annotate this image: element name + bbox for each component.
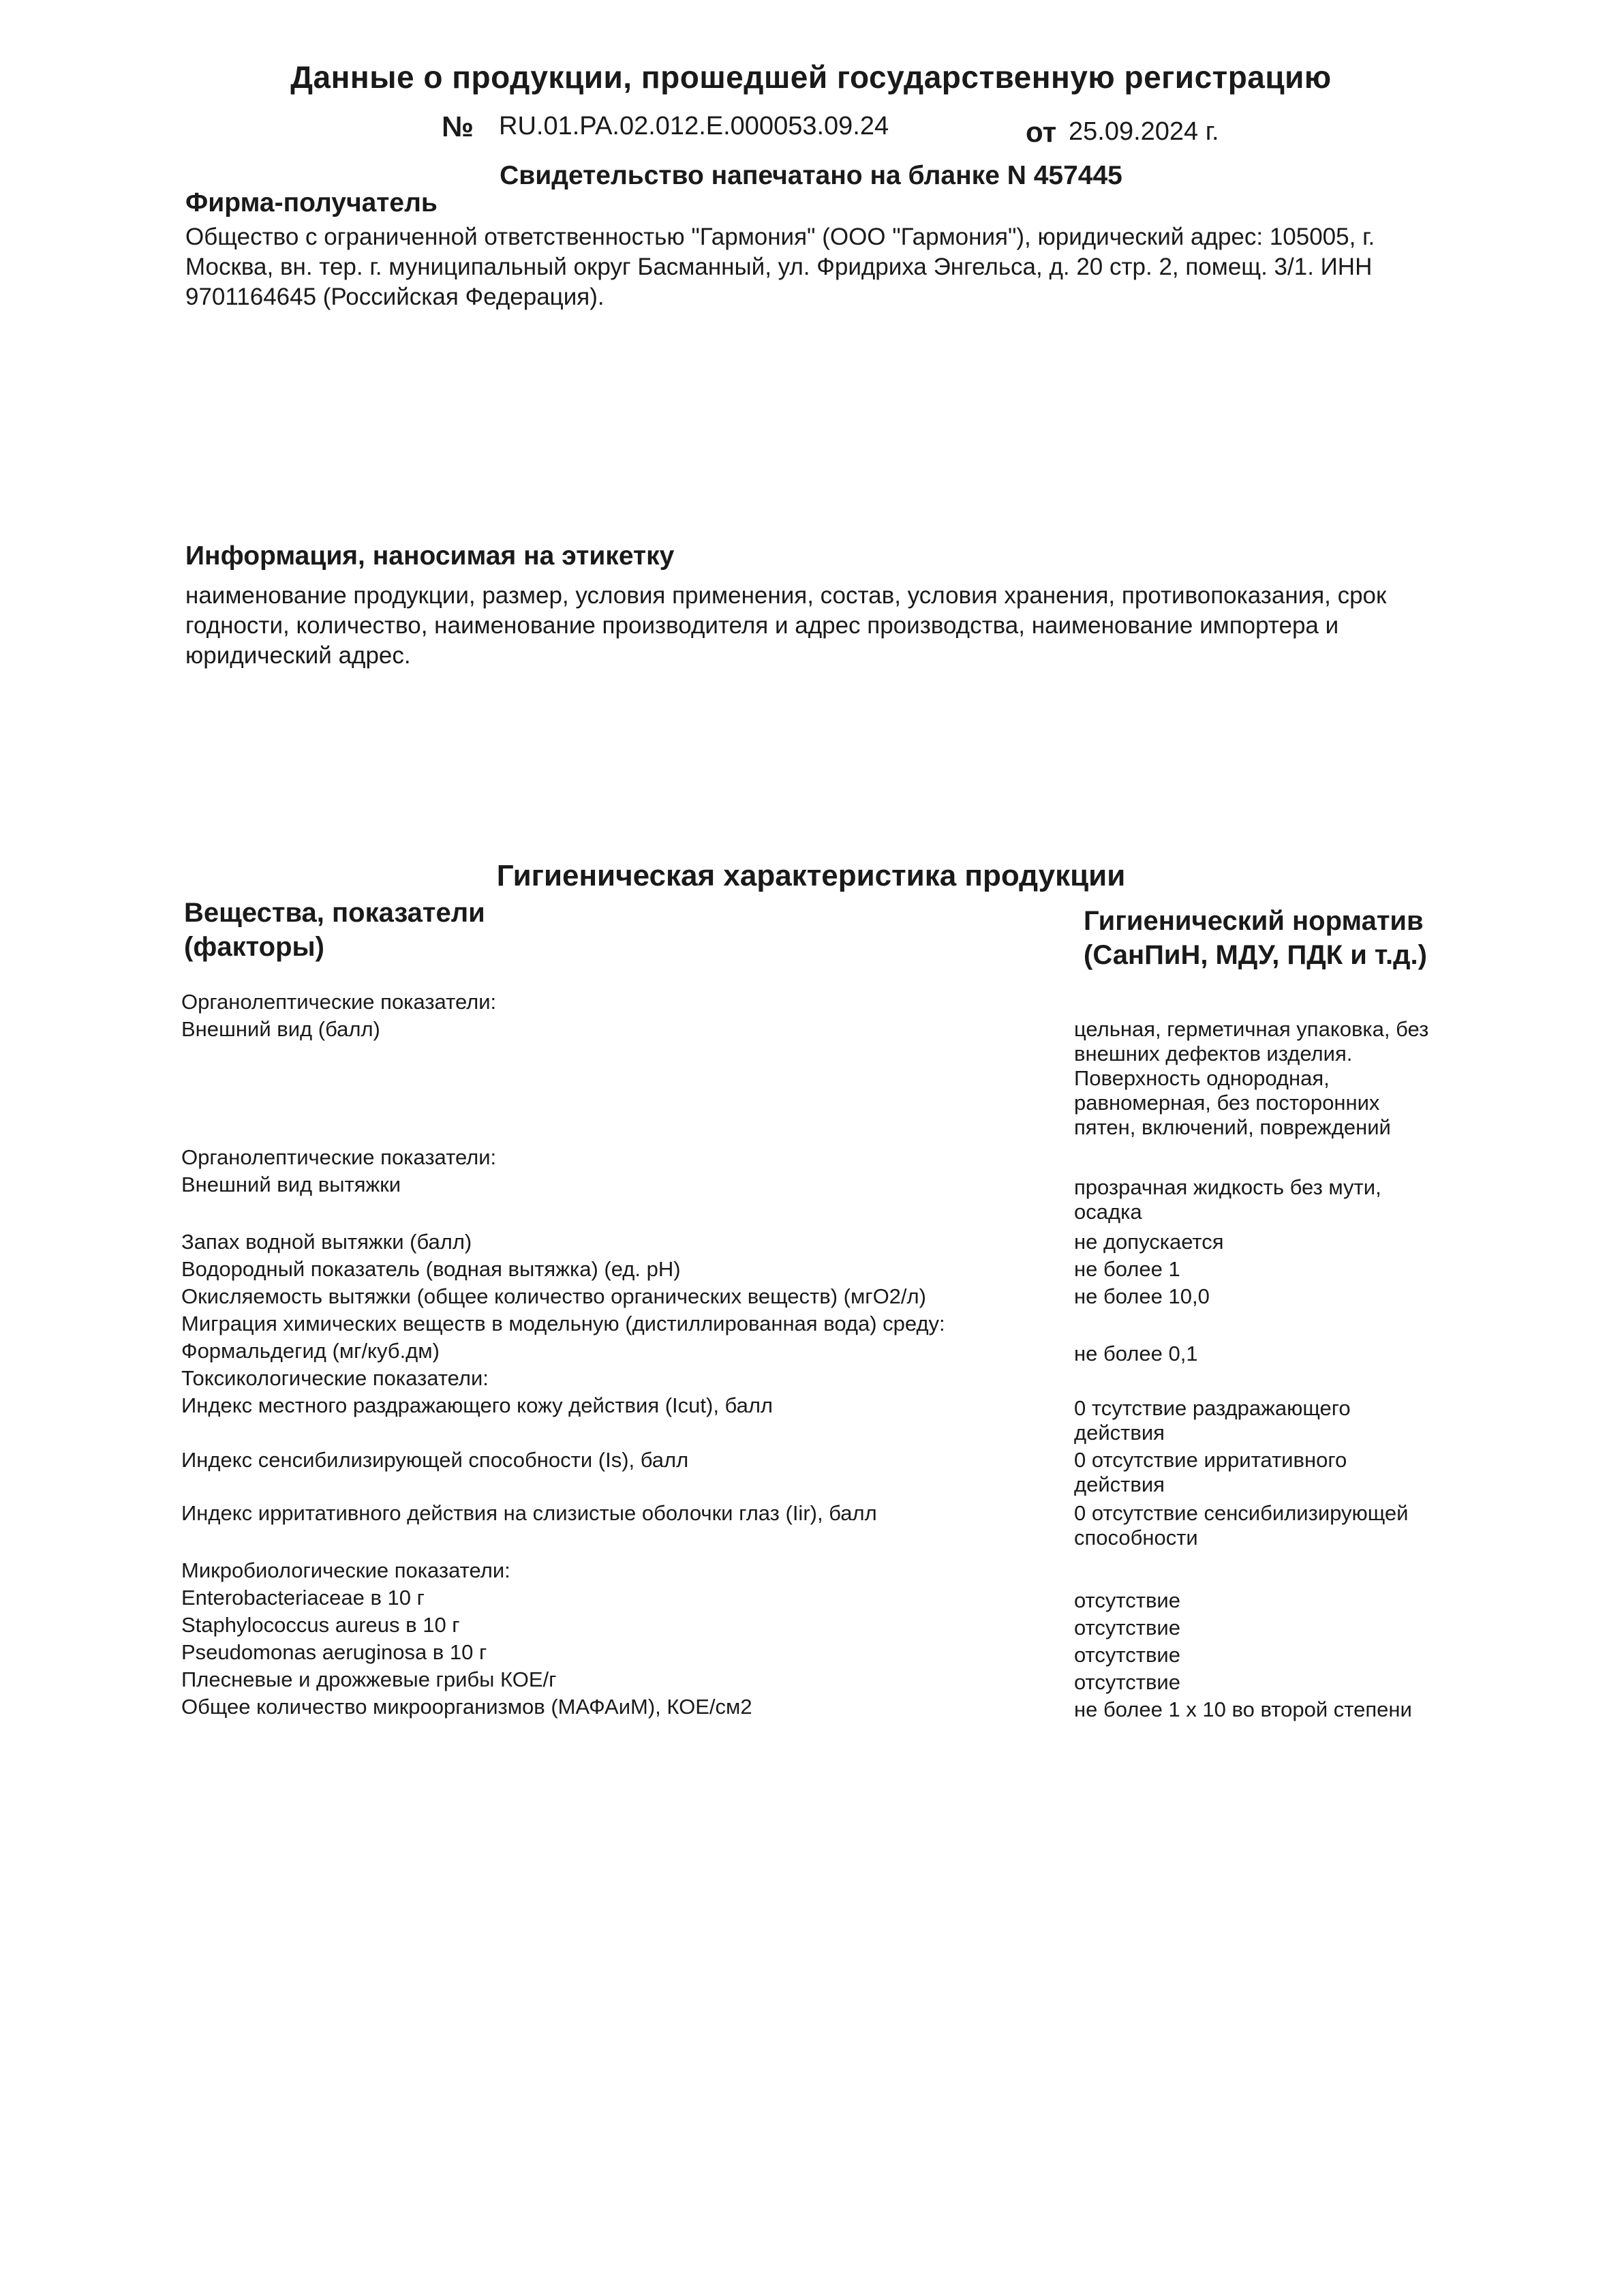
- indicator-cell: Внешний вид (балл): [181, 1017, 380, 1041]
- indicator-cell: Индекс местного раздражающего кожу действия (Icut), балл: [181, 1393, 774, 1417]
- column-header-norms: Гигиенический норматив (СанПиН, МДУ, ПДК и т.д.): [1084, 906, 1427, 970]
- indicator-cell: Микробиологические показатели:: [181, 1558, 510, 1582]
- norm-cell: прозрачная жидкость без мути, осадка: [1074, 1175, 1381, 1224]
- label-info-text: наименование продукции, размер, условия применения, состав, условия хранения, противопоказания, срок годности, количество, наименование производителя и адрес производства, наименование импортера и юридический адрес.: [185, 582, 1387, 669]
- indicator-cell: Индекс ирритативного действия на слизистые оболочки глаз (Iir), балл: [181, 1501, 877, 1525]
- indicator-cell: Миграция химических веществ в модельную (дистиллированная вода) среду:: [181, 1312, 945, 1335]
- registration-date-label: от: [1026, 116, 1057, 148]
- indicator-cell: Enterobacteriaceae в 10 г: [181, 1586, 425, 1610]
- norm-cell: отсутствие: [1074, 1670, 1180, 1694]
- norm-cell: не более 1 х 10 во второй степени: [1074, 1697, 1412, 1721]
- norm-cell: не более 1: [1074, 1257, 1180, 1281]
- recipient-text: Общество с ограниченной ответственностью "Гармония" (ООО "Гармония"), юридический адрес: 105005, г. Москва, вн. тер. г. муниципальный округ Басманный, ул. Фридриха Энгельса, д. 20 стр. 2, помещ. 3/1. ИНН 9701164645 (Российская Федерация).: [185, 224, 1375, 310]
- blank-number-line: Свидетельство напечатано на бланке N 457445: [500, 161, 1122, 190]
- indicator-cell: Плесневые и дрожжевые грибы КОЕ/г: [181, 1667, 557, 1691]
- norm-cell: не более 10,0: [1074, 1284, 1210, 1308]
- norm-cell: не более 0,1: [1074, 1342, 1198, 1365]
- registration-date: 25.09.2024 г.: [1069, 117, 1219, 146]
- indicator-cell: Общее количество микроорганизмов (МАФАиМ), КОЕ/см2: [181, 1695, 752, 1719]
- norm-cell: цельная, герметичная упаковка, без внешних дефектов изделия. Поверхность однородная, равномерная, без посторонних пятен, включений, повреждений: [1074, 1017, 1429, 1139]
- indicator-cell: Окисляемость вытяжки (общее количество органических веществ) (мгО2/л): [181, 1284, 926, 1308]
- indicator-cell: Токсикологические показатели:: [181, 1366, 489, 1390]
- label-info-heading: Информация, наносимая на этикетку: [185, 541, 675, 571]
- hygiene-section-title: Гигиеническая характеристика продукции: [496, 859, 1126, 892]
- norm-cell: 0 тсутствие раздражающего действия: [1074, 1396, 1351, 1445]
- norm-cell: отсутствие: [1074, 1588, 1180, 1612]
- indicator-cell: Органолептические показатели:: [181, 990, 497, 1014]
- indicator-cell: Pseudomonas aeruginosa в 10 г: [181, 1640, 487, 1664]
- document-title: Данные о продукции, прошедшей государственную регистрацию: [290, 59, 1332, 95]
- indicator-cell: Формальдегид (мг/куб.дм): [181, 1339, 440, 1363]
- indicator-cell: Водородный показатель (водная вытяжка) (ед. pH): [181, 1257, 681, 1281]
- norm-cell: не допускается: [1074, 1230, 1224, 1254]
- recipient-heading: Фирма-получатель: [185, 188, 438, 217]
- registration-number-label: №: [442, 110, 474, 142]
- indicator-cell: Органолептические показатели:: [181, 1145, 497, 1169]
- column-header-indicators: Вещества, показатели (факторы): [184, 898, 485, 962]
- indicator-cell: Запах водной вытяжки (балл): [181, 1230, 472, 1254]
- registration-number: RU.01.РА.02.012.Е.000053.09.24: [499, 112, 889, 140]
- indicator-cell: Staphylococcus aureus в 10 г: [181, 1613, 460, 1637]
- norm-cell: 0 отсутствие сенсибилизирующей способности: [1074, 1501, 1409, 1550]
- norm-cell: 0 отсутствие ирритативного действия: [1074, 1448, 1347, 1496]
- indicator-cell: Внешний вид вытяжки: [181, 1173, 401, 1196]
- norm-cell: отсутствие: [1074, 1643, 1180, 1667]
- indicator-cell: Индекс сенсибилизирующей способности (Is), балл: [181, 1448, 689, 1472]
- norm-cell: отсутствие: [1074, 1616, 1180, 1640]
